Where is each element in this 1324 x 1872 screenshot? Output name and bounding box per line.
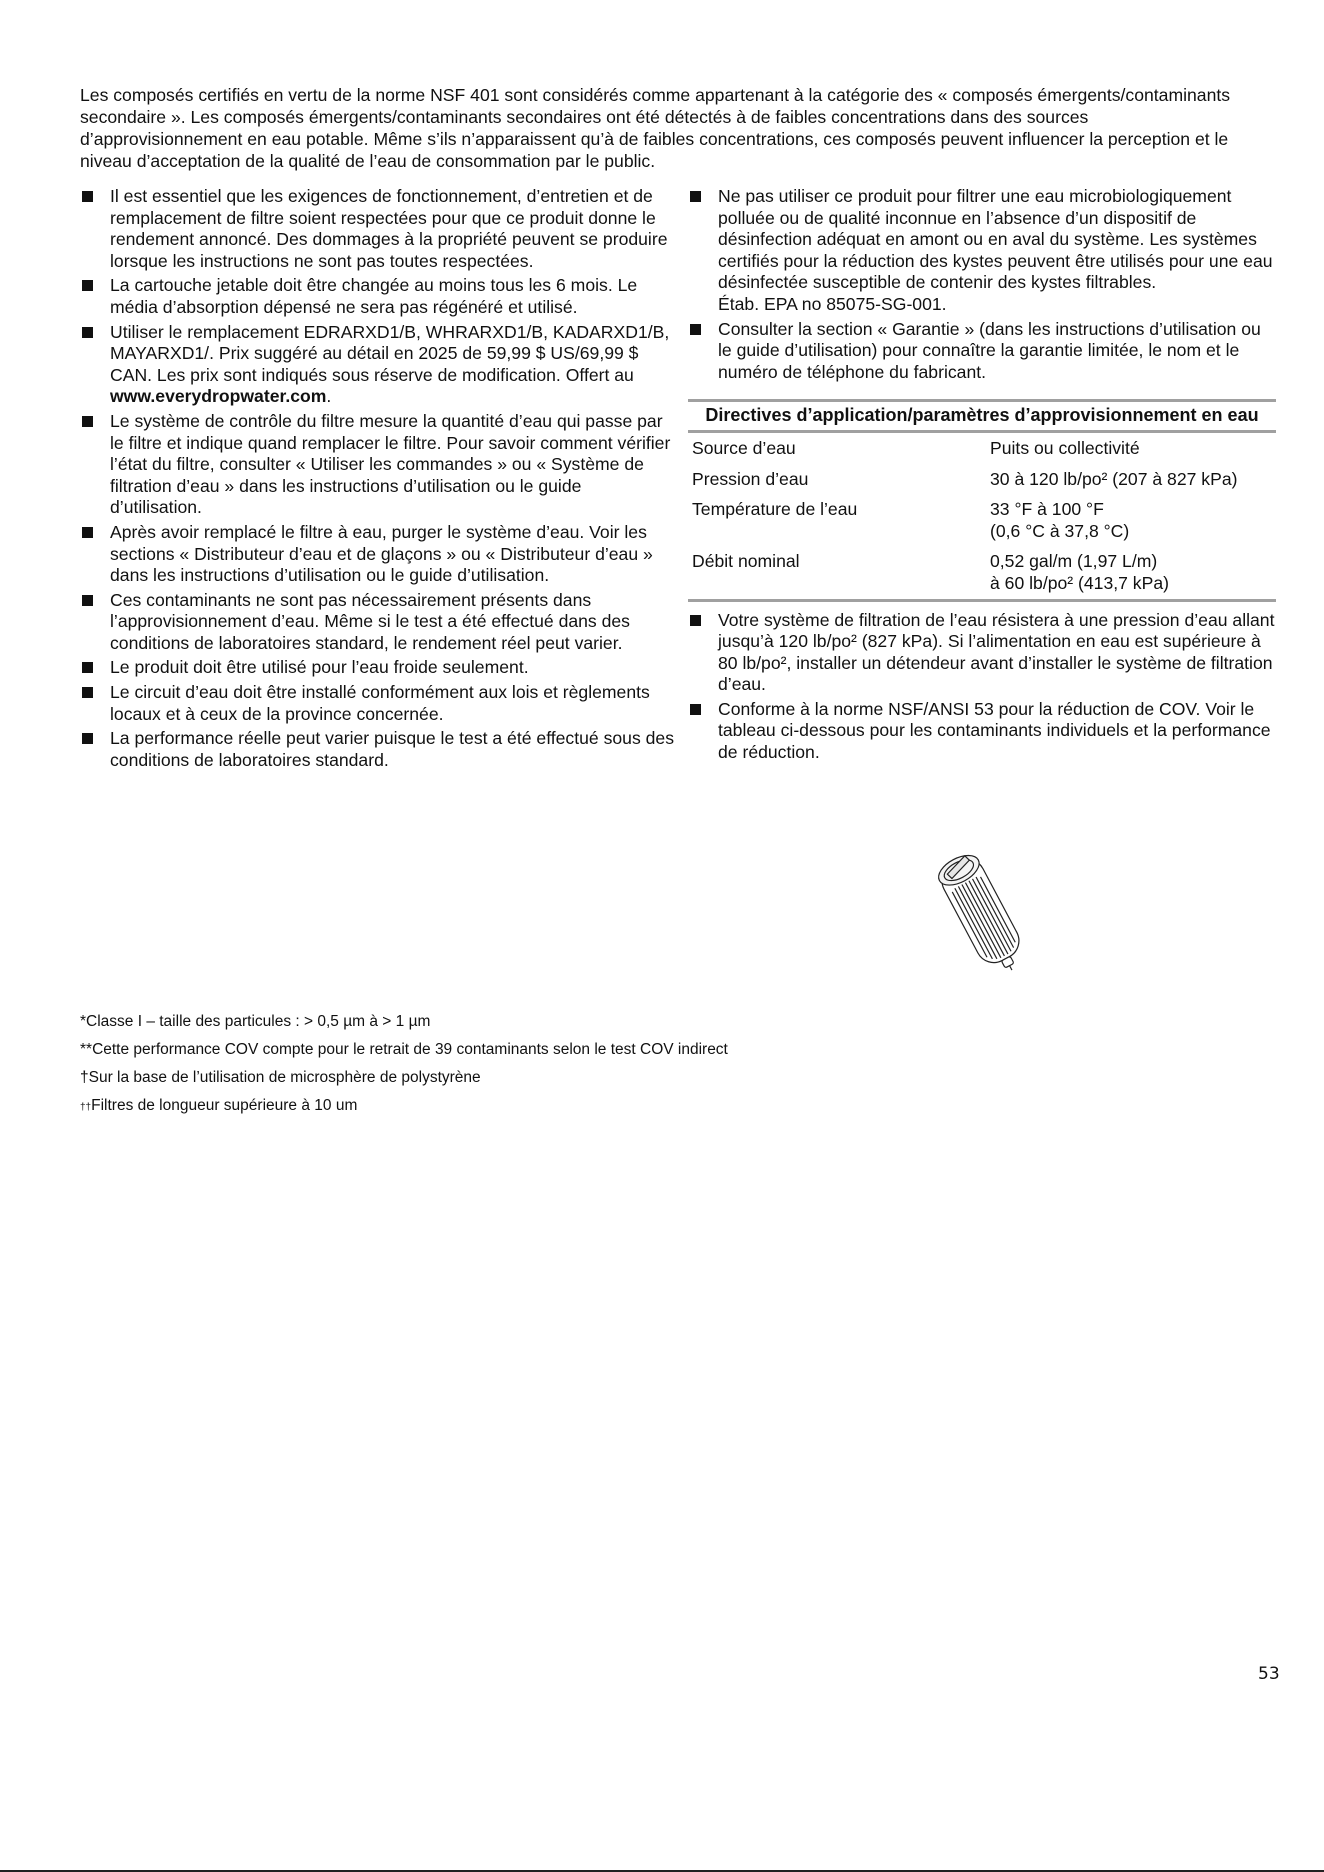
list-item: Après avoir remplacé le filtre à eau, purger le système d’eau. Voir les sections « Distributeur d’eau et de glaçons » ou « Distributeur d’eau » dans les instructions d’utilisation ou le guide d’utilisation. [80,522,676,587]
table-cell-label: Débit nominal [688,546,986,600]
table-cell-value: 0,52 gal/m (1,97 L/m) à 60 lb/po² (413,7 kPa) [986,546,1276,600]
filter-cartridge-illustration [920,835,1040,985]
list-item: Le système de contrôle du filtre mesure la quantité d’eau qui passe par le filtre et indique quand remplacer le filtre. Pour savoir comment vérifier l’état du filtre, consulter « Utiliser les commandes » ou « Système de filtration d’eau » dans les instructions d’utilisation ou le guide d’utilisation. [80,411,676,519]
table-cell-label: Pression d’eau [692,468,809,489]
epa-establishment-number: Étab. EPA no 85075-SG-001. [718,293,947,314]
bullet-square-icon [690,191,701,202]
footnotes [80,1012,980,1126]
list-item: Le produit doit être utilisé pour l’eau froide seulement. [80,657,676,679]
right-bullet-list-bottom [688,610,1276,764]
bullet-square-icon [690,324,701,335]
list-item: Votre système de filtration de l’eau résistera à une pression d’eau allant jusqu’à 120 lb/po² (827 kPa). Si l’alimentation en eau est supérieure à 80 lb/po², installer un détendeur avant d’installer le système de filtration d’eau. [688,610,1276,696]
table-cell-label: Température de l’eau [692,499,858,520]
water-supply-parameters-table [688,399,1276,601]
list-item: Conforme à la norme NSF/ANSI 53 pour la réduction de COV. Voir le tableau ci-dessous pour les contaminants individuels et la performance de réduction. [688,699,1276,764]
table-row [688,494,1276,546]
right-column [688,186,1276,767]
table-title: Directives d’application/paramètres d’approvisionnement en eau [688,401,1276,432]
list-item: Il est essentiel que les exigences de fonctionnement, d’entretien et de remplacement de filtre soient respectées pour que ce produit donne le rendement annoncé. Des dommages à la propriété peuvent se produire lorsque les instructions ne sont pas toutes respectées. [80,186,676,272]
right-bullet-list-top [688,186,1276,383]
intro-paragraph: Les composés certifiés en vertu de la norme NSF 401 sont considérés comme appartenant à la catégorie des « composés émergents/contaminants secondaire ». Les composés émergents/contaminants secondaires ont été détectés à de faibles concentrations dans des sources d’approvisionnement en eau potable. Même s’ils n’apparaissent qu’à de faibles concentrations, ces composés peuvent influencer la perception et le niveau d’acceptation de la qualité de l’eau de consommation par le public. [80,85,1231,171]
list-item: Ne pas utiliser ce produit pour filtrer une eau microbiologiquement polluée ou de qualité inconnue en l’absence d’un dispositif de désinfection adéquat en amont ou en aval du système. Les systèmes certifiés pour la réduction des kystes peuvent être utilisés pour une eau désinfectée susceptible de contenir des kystes filtrables. Étab. EPA no 85075-SG-001. [688,186,1276,316]
bullet-square-icon [690,704,701,715]
footnote: †Sur la base de l’utilisation de microsphère de polystyrène [80,1069,481,1086]
list-item: Le circuit d’eau doit être installé conformément aux lois et règlements locaux et à ceux de la province concernée. [80,682,676,725]
bullet-square-icon [82,687,93,698]
left-column [80,186,676,774]
page-number: 53 [1258,1664,1280,1684]
list-item: Ces contaminants ne sont pas nécessairement présents dans l’approvisionnement d’eau. Même si le test a été effectué dans des conditions de laboratoires standard, le rendement réel peut varier. [80,590,676,655]
bullet-square-icon [690,615,701,626]
footnote: ††Filtres de longueur supérieure à 10 um [80,1097,358,1114]
bullet-square-icon [82,280,93,291]
bullet-square-icon [82,662,93,673]
bullet-square-icon [82,191,93,202]
left-bullet-list [80,186,676,771]
table-row [688,464,1276,495]
bullet-square-icon [82,733,93,744]
list-item: La cartouche jetable doit être changée au moins tous les 6 mois. Le média d’absorption dépensé ne sera pas régénéré et utilisé. [80,275,676,318]
bullet-square-icon [82,595,93,606]
table-cell-value: Puits ou collectivité [990,437,1140,458]
table-row [688,546,1276,600]
table-cell-value: 30 à 120 lb/po² (207 à 827 kPa) [990,468,1238,489]
list-item: Consulter la section « Garantie » (dans les instructions d’utilisation ou le guide d’utilisation) pour connaître la garantie limitée, le nom et le numéro de téléphone du fabricant. [688,319,1276,384]
list-item: La performance réelle peut varier puisque le test a été effectué sous des conditions de laboratoires standard. [80,728,676,771]
footnote: **Cette performance COV compte pour le retrait de 39 contaminants selon le test COV indirect [80,1041,728,1058]
table-cell-value: 33 °F à 100 °F (0,6 °C à 37,8 °C) [990,499,1130,541]
bullet-square-icon [82,416,93,427]
bullet-square-icon [82,327,93,338]
list-item: Utiliser le remplacement EDRARXD1/B, WHRARXD1/B, KADARXD1/B, MAYARXD1/. Prix suggéré au détail en 2025 de 59,99 $ US/69,99 $ CAN. Les prix sont indiqués sous réserve de modification. Offert au www.everydropwater.com. [80,322,676,408]
table-row [688,431,1276,463]
website-link[interactable]: www.everydropwater.com [110,386,327,407]
footnote: *Classe I – taille des particules : > 0,5 µm à > 1 µm [80,1013,431,1030]
table-cell-label: Source d’eau [692,437,796,458]
bullet-square-icon [82,527,93,538]
